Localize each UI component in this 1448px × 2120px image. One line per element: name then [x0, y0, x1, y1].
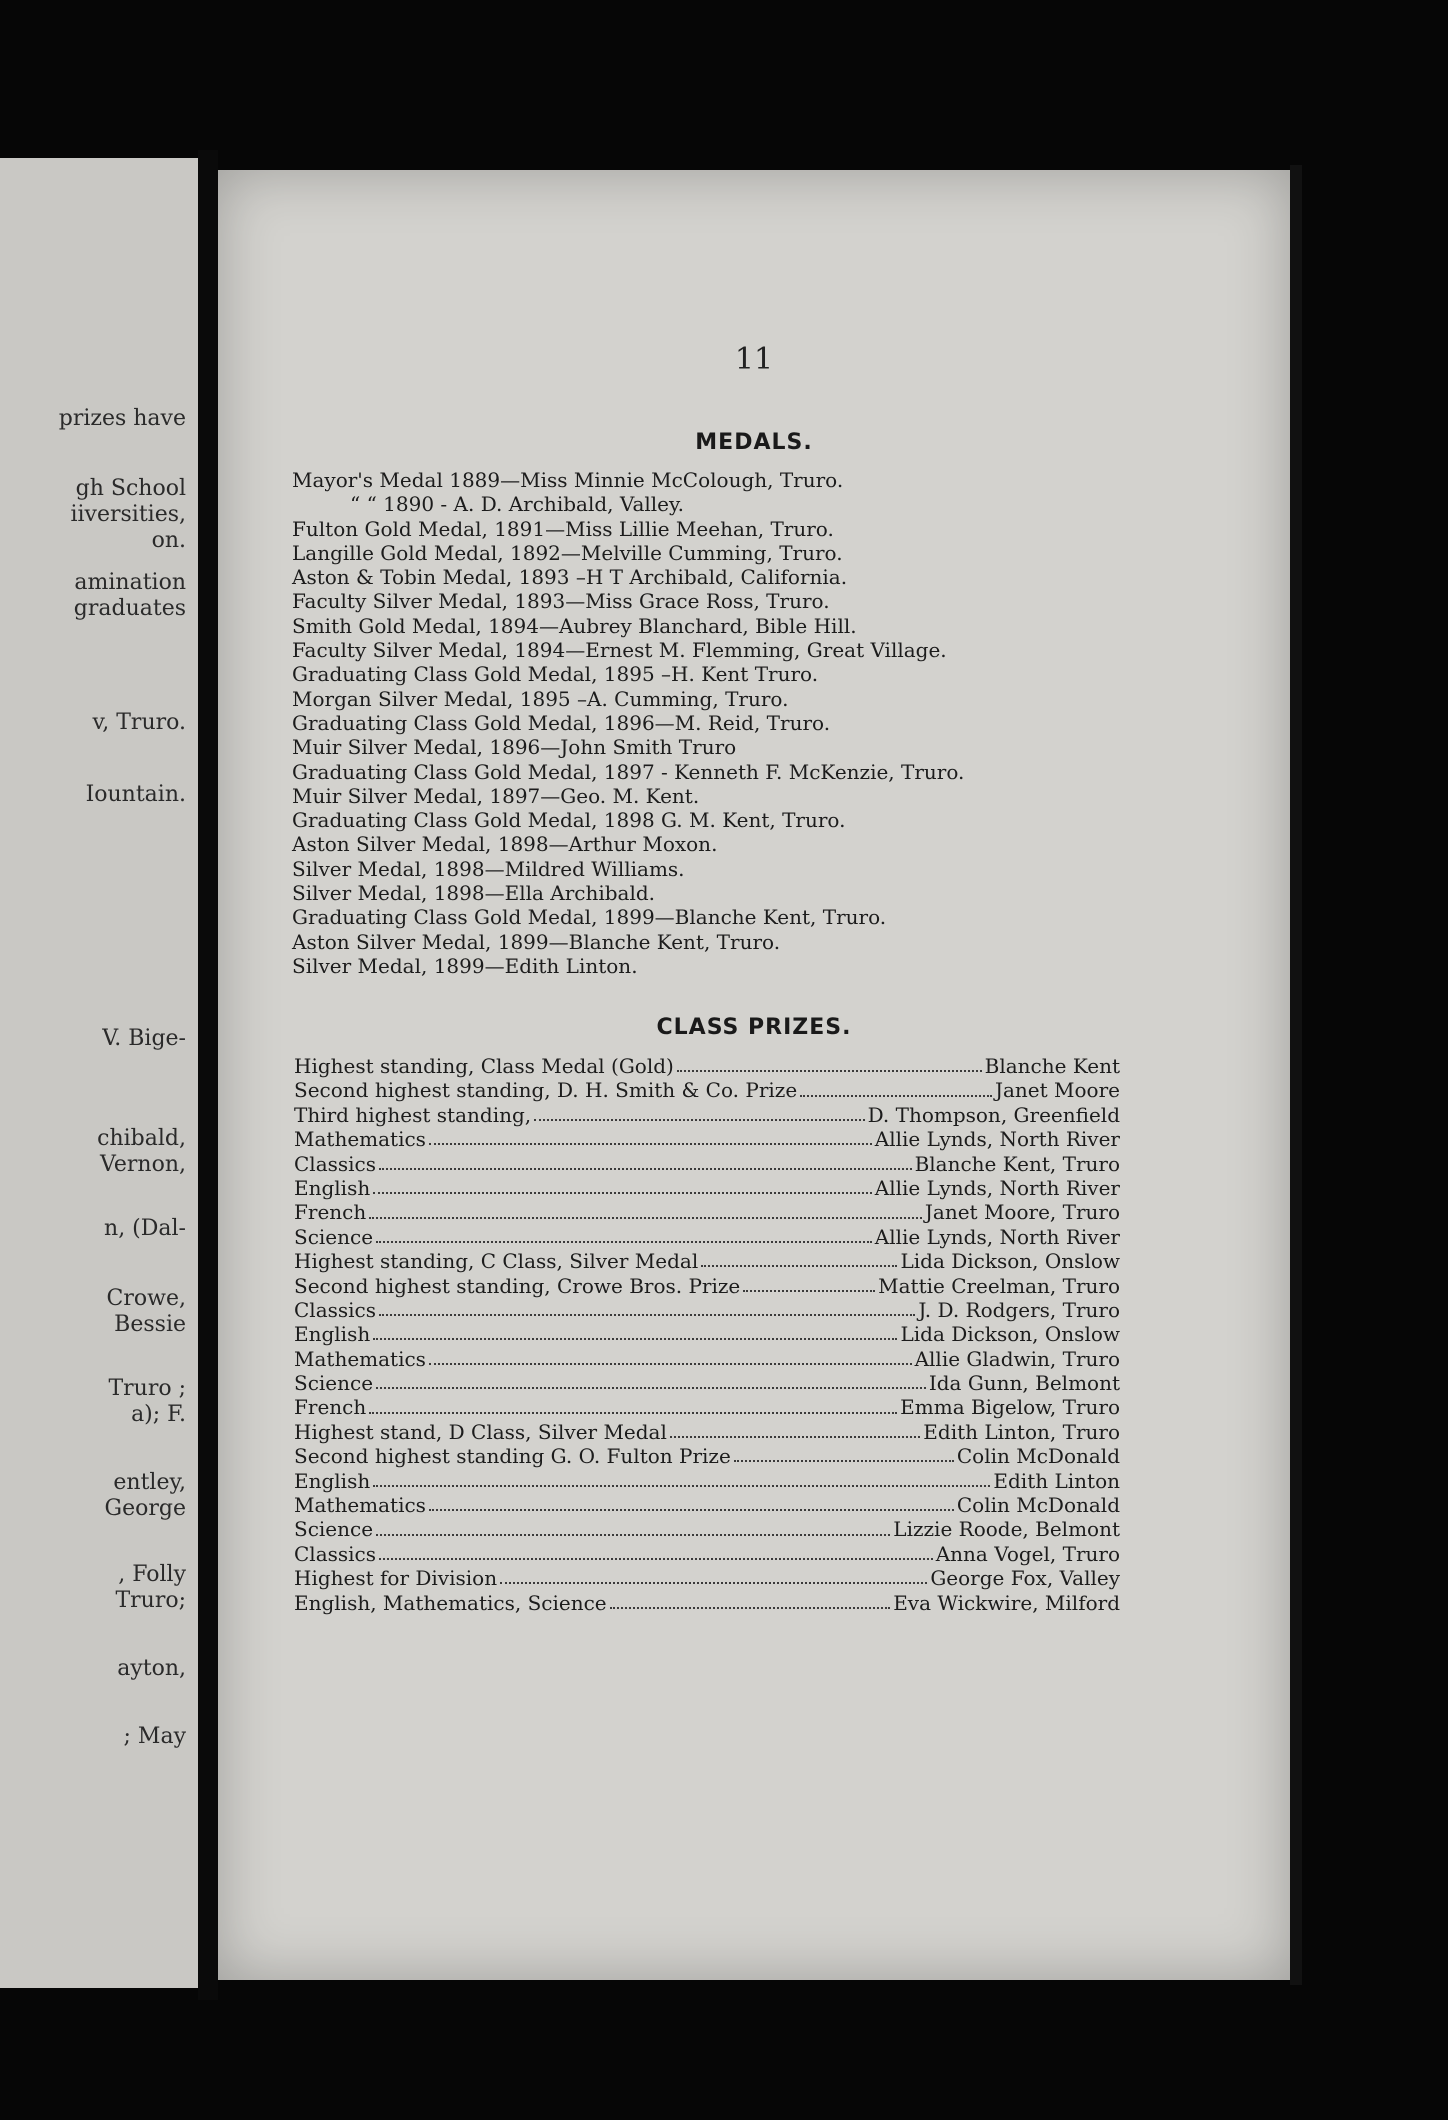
prize-winner: Blanche Kent [984, 1054, 1120, 1078]
prize-winner: Colin McDonald [956, 1444, 1120, 1469]
prize-label: Classics [294, 1541, 377, 1566]
prize-row [294, 1371, 1120, 1395]
prize-row [294, 1274, 1120, 1298]
left-fragment: iiversities, [70, 502, 186, 527]
dot-leader [429, 1509, 954, 1511]
page-number: 11 [734, 342, 774, 377]
prize-label: Highest standing, C Class, Silver Medal [294, 1249, 699, 1274]
prize-winner: D. Thompson, Greenfield [867, 1102, 1120, 1127]
medal-entry: Aston & Tobin Medal, 1893 –H T Archibald, California. [292, 565, 848, 590]
dot-leader [800, 1095, 992, 1097]
previous-page-fragment [0, 158, 198, 1988]
dot-leader [610, 1607, 891, 1609]
prize-label: Science [294, 1371, 374, 1396]
prize-label: Highest for Division [294, 1566, 498, 1591]
prize-winner: Ida Gunn, Belmont [928, 1371, 1120, 1396]
medal-entry: Graduating Class Gold Medal, 1895 –H. Kent Truro. [292, 662, 819, 687]
medal-entry: Aston Silver Medal, 1899—Blanche Kent, Truro. [292, 929, 781, 954]
left-fragment: ayton, [117, 1656, 186, 1681]
prize-winner: Anna Vogel, Truro [935, 1541, 1120, 1566]
prize-row [294, 1395, 1120, 1419]
left-fragment: Bessie [114, 1312, 186, 1337]
prize-winner: George Fox, Valley [930, 1566, 1120, 1591]
left-fragment: on. [151, 528, 186, 553]
dot-leader [429, 1143, 872, 1145]
prize-label: Third highest standing, [294, 1102, 532, 1127]
medal-entry: Fulton Gold Medal, 1891—Miss Lillie Meehan, Truro. [292, 516, 834, 541]
left-fragment: V. Bige- [102, 1026, 186, 1051]
dot-leader [376, 1387, 926, 1389]
prize-winner: Janet Moore, Truro [924, 1200, 1120, 1225]
prize-winner: Edith Linton, Truro [923, 1419, 1120, 1444]
medal-entry: Faculty Silver Medal, 1893—Miss Grace Ross, Truro. [292, 589, 830, 614]
left-fragment: n, (Dal- [104, 1216, 186, 1241]
prize-label: Classics [294, 1151, 377, 1176]
left-fragment: a); F. [131, 1402, 186, 1427]
medal-entry: Graduating Class Gold Medal, 1896—M. Reid, Truro. [292, 710, 831, 735]
prize-winner: Blanche Kent, Truro [914, 1151, 1120, 1176]
left-fragment: amination [74, 570, 186, 595]
prize-winner: Edith Linton [993, 1468, 1120, 1493]
prize-winner: Allie Lynds, North River [874, 1127, 1120, 1152]
prize-row [294, 1127, 1120, 1151]
left-fragment: Iountain. [85, 782, 186, 807]
prize-row [294, 1420, 1120, 1444]
prize-row [294, 1591, 1120, 1615]
medal-entry: Faculty Silver Medal, 1894—Ernest M. Flemming, Great Village. [292, 638, 947, 663]
prize-winner: Colin McDonald [956, 1493, 1120, 1518]
dot-leader [373, 1192, 872, 1194]
medal-entry: Graduating Class Gold Medal, 1898 G. M. Kent, Truro. [292, 808, 846, 833]
medal-entry: Morgan Silver Medal, 1895 –A. Cumming, Truro. [292, 686, 789, 711]
prize-row [294, 1225, 1120, 1249]
prize-row [294, 1200, 1120, 1224]
left-fragment: gh School [75, 476, 186, 501]
prize-row [294, 1542, 1120, 1566]
medal-entry: Muir Silver Medal, 1897—Geo. M. Kent. [292, 783, 700, 808]
prize-label: Second highest standing G. O. Fulton Prize [294, 1444, 731, 1469]
dot-leader [369, 1412, 897, 1414]
dot-leader [373, 1338, 897, 1340]
prize-label: English, Mathematics, Science [294, 1590, 607, 1615]
medal-entry: Muir Silver Medal, 1896—John Smith Truro [292, 735, 737, 760]
class-prizes-heading: CLASS PRIZES. [656, 1015, 852, 1040]
left-fragment: ; May [123, 1724, 186, 1749]
medal-entry: Smith Gold Medal, 1894—Aubrey Blanchard, Bible Hill. [292, 613, 857, 638]
prize-label: Classics [294, 1297, 377, 1322]
left-fragment: entley, [113, 1470, 186, 1495]
dot-leader [379, 1314, 915, 1316]
medal-entry: “ “ 1890 - A. D. Archibald, Valley. [350, 492, 685, 517]
prize-winner: Eva Wickwire, Milford [893, 1590, 1120, 1615]
prize-winner: J. D. Rodgers, Truro [918, 1297, 1120, 1322]
dot-leader [379, 1558, 933, 1560]
dot-leader [670, 1436, 920, 1438]
prize-row [294, 1152, 1120, 1176]
left-fragment: George [104, 1496, 186, 1521]
dot-leader [677, 1070, 982, 1072]
prize-row [294, 1444, 1120, 1468]
dot-leader [500, 1582, 927, 1584]
medals-heading: MEDALS. [695, 430, 813, 455]
medals-list [292, 468, 1112, 978]
prize-winner: Emma Bigelow, Truro [900, 1395, 1120, 1420]
left-fragment: v, Truro. [92, 710, 186, 735]
document-page [218, 170, 1290, 1980]
medal-entry: Silver Medal, 1898—Mildred Williams. [292, 856, 685, 881]
prize-row [294, 1103, 1120, 1127]
prize-winner: Lida Dickson, Onslow [900, 1249, 1120, 1274]
prize-winner: Janet Moore [994, 1078, 1120, 1103]
prize-label: Mathematics [294, 1346, 426, 1371]
prize-row [294, 1298, 1120, 1322]
prize-label: Highest standing, Class Medal (Gold) [294, 1054, 674, 1078]
prize-label: English [294, 1322, 371, 1347]
medal-entry: Aston Silver Medal, 1898—Arthur Moxon. [292, 832, 718, 857]
prize-label: Science [294, 1224, 374, 1249]
prize-label: French [294, 1200, 367, 1225]
class-prizes-list [294, 1054, 1120, 1615]
prize-row [294, 1493, 1120, 1517]
prize-row [294, 1566, 1120, 1590]
prize-row [294, 1078, 1120, 1102]
prize-row [294, 1249, 1120, 1273]
left-fragment: chibald, [97, 1126, 186, 1151]
prize-row [294, 1322, 1120, 1346]
prize-row [294, 1054, 1120, 1078]
prize-row [294, 1176, 1120, 1200]
prize-label: Mathematics [294, 1127, 426, 1152]
left-fragment: prizes have [58, 406, 186, 431]
left-fragment: , Folly [118, 1562, 186, 1587]
prize-label: Mathematics [294, 1493, 426, 1518]
medal-entry: Graduating Class Gold Medal, 1899—Blanche Kent, Truro. [292, 905, 887, 930]
dot-leader [743, 1290, 875, 1292]
medal-entry: Silver Medal, 1899—Edith Linton. [292, 953, 638, 978]
left-fragment: Truro; [115, 1588, 186, 1613]
dot-leader [429, 1363, 912, 1365]
prize-label: Highest stand, D Class, Silver Medal [294, 1419, 667, 1444]
dot-leader [534, 1119, 864, 1121]
medal-entry: Silver Medal, 1898—Ella Archibald. [292, 881, 656, 906]
dot-leader [369, 1217, 922, 1219]
prize-label: English [294, 1175, 371, 1200]
medal-entry: Graduating Class Gold Medal, 1897 - Kenneth F. McKenzie, Truro. [292, 759, 965, 784]
left-fragment: graduates [73, 596, 186, 621]
prize-winner: Allie Gladwin, Truro [914, 1346, 1120, 1371]
prize-label: French [294, 1395, 367, 1420]
medal-entry: Langille Gold Medal, 1892—Melville Cumming, Truro. [292, 540, 843, 565]
dot-leader [701, 1265, 897, 1267]
book-gutter [198, 150, 218, 2000]
prize-label: Second highest standing, D. H. Smith & Co. Prize [294, 1078, 798, 1103]
prize-label: Second highest standing, Crowe Bros. Prize [294, 1273, 741, 1298]
dot-leader [734, 1460, 954, 1462]
prize-row [294, 1517, 1120, 1541]
dot-leader [379, 1168, 912, 1170]
dot-leader [376, 1241, 872, 1243]
prize-row [294, 1469, 1120, 1493]
left-fragment: Vernon, [100, 1152, 186, 1177]
prize-winner: Lida Dickson, Onslow [900, 1322, 1120, 1347]
medal-entry: Mayor's Medal 1889—Miss Minnie McColough, Truro. [292, 468, 844, 492]
prize-winner: Allie Lynds, North River [874, 1224, 1120, 1249]
left-fragment: Crowe, [106, 1286, 186, 1311]
prize-label: Science [294, 1517, 374, 1542]
prize-label: English [294, 1468, 371, 1493]
dot-leader [376, 1534, 890, 1536]
left-fragment: Truro ; [108, 1376, 186, 1401]
dot-leader [373, 1485, 990, 1487]
prize-winner: Lizzie Roode, Belmont [893, 1517, 1120, 1542]
prize-winner: Allie Lynds, North River [874, 1175, 1120, 1200]
prize-winner: Mattie Creelman, Truro [878, 1273, 1120, 1298]
page-edge [1290, 165, 1302, 1985]
prize-row [294, 1347, 1120, 1371]
